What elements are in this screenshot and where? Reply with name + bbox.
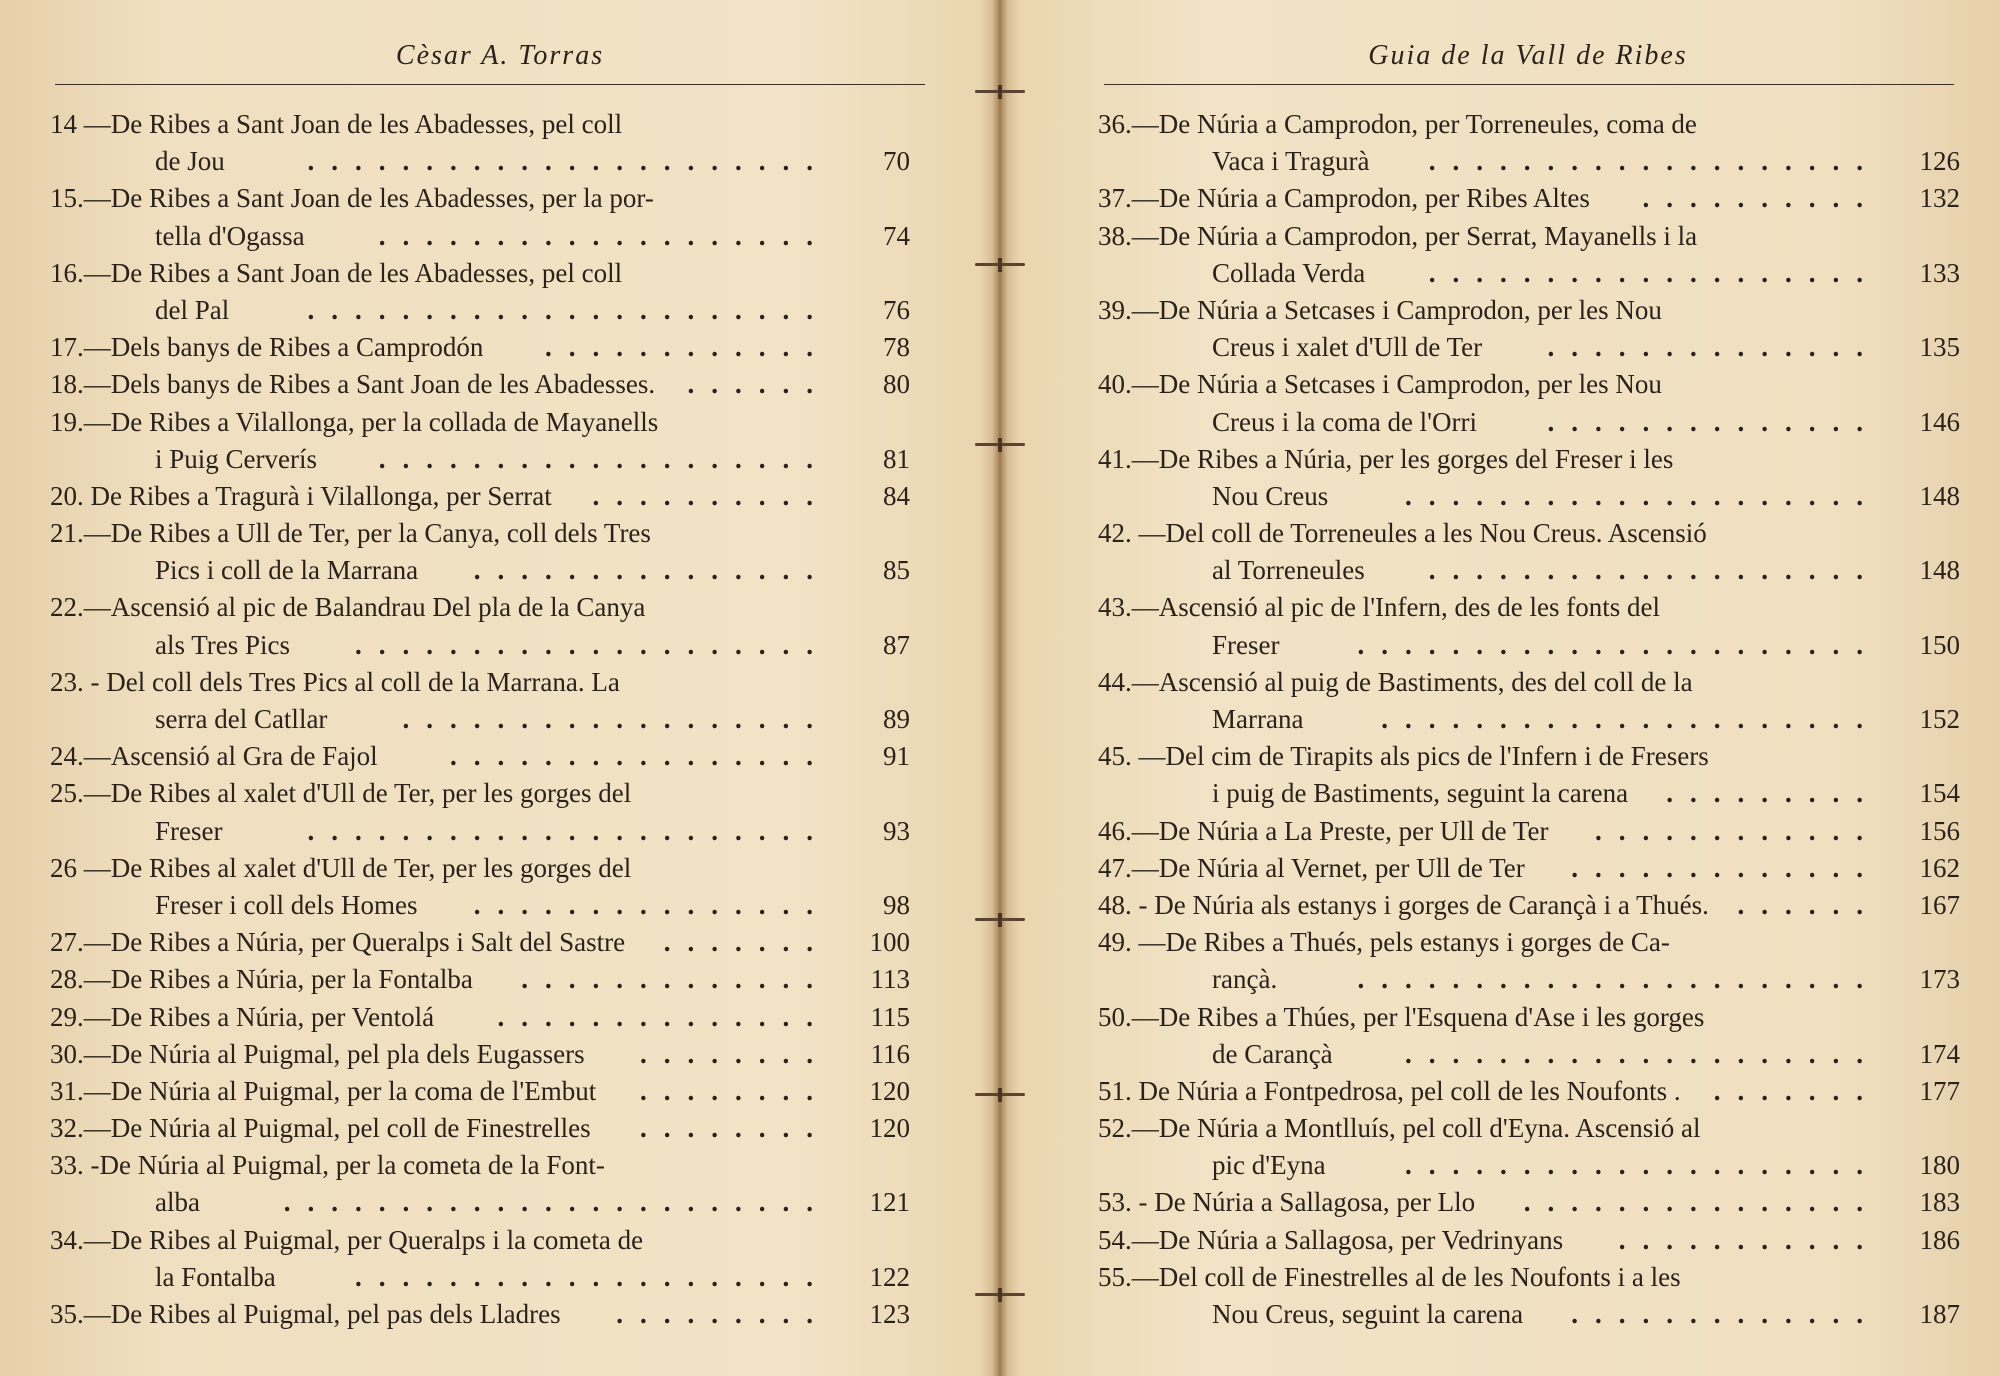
toc-entry-continuation-line — [1098, 1147, 1960, 1184]
toc-page-number: 98 — [883, 889, 910, 920]
toc-entry-title-line — [1098, 738, 1960, 775]
toc-entry-continuation-line — [1098, 961, 1960, 998]
toc-entry-continuation-line — [50, 441, 910, 478]
toc-entry-title-line — [50, 366, 910, 403]
toc-entry-text: 35.—De Ribes al Puigmal, pel pas dels Lladres — [50, 1299, 561, 1329]
toc-page-number: 186 — [1919, 1224, 1960, 1255]
toc-page-number: 180 — [1919, 1150, 1960, 1181]
toc-page-number: 148 — [1919, 555, 1960, 586]
toc-entry-text: serra del Catllar — [155, 704, 328, 734]
dot-leader: .............. — [1547, 406, 1880, 437]
dot-leader: ................... — [378, 220, 830, 251]
toc-entry — [50, 329, 910, 366]
dot-leader: .................. — [402, 704, 830, 734]
toc-entry-text: 28.—De Ribes a Núria, per la Fontalba — [50, 964, 473, 995]
toc-entry-text: tella d'Ogassa — [155, 220, 305, 251]
toc-entry-text: 39.—De Núria a Setcases i Camprodon, per les Nou — [1098, 294, 1662, 325]
toc-entry-text: alba — [155, 1187, 200, 1218]
toc-entry-text: 48. - De Núria als estanys i gorges de Carançà i a Thués. — [1098, 889, 1709, 920]
running-head-right: Guia de la Vall de Ribes — [1368, 40, 1688, 71]
dot-leader: ................... — [1428, 257, 1880, 288]
toc-entry-text: Nou Creus — [1212, 480, 1329, 511]
toc-entry — [50, 589, 910, 663]
header-rule-right — [1104, 84, 1954, 85]
dot-leader: ............... — [1523, 1187, 1880, 1218]
toc-page-number: 183 — [1919, 1187, 1960, 1218]
toc-entry-text: 36.—De Núria a Camprodon, per Torreneules, coma de — [1098, 109, 1697, 139]
toc-entry — [50, 478, 910, 515]
book-gutter — [992, 0, 1008, 1376]
toc-entry-title-line — [1098, 664, 1960, 701]
toc-entry — [50, 961, 910, 998]
toc-entry-title-line — [50, 255, 910, 292]
toc-entry-title-line — [1098, 292, 1960, 329]
toc-entry-text: pic d'Eyna — [1212, 1150, 1326, 1181]
toc-entry-text: la Fontalba — [155, 1261, 276, 1292]
toc-entry-text: i puig de Bastiments, seguint la carena — [1212, 778, 1629, 809]
toc-entry — [1098, 850, 1960, 887]
toc-entry — [50, 1222, 910, 1296]
dot-leader: ............... — [473, 555, 830, 586]
toc-entry-title-line — [50, 515, 910, 552]
toc-entry-title-line — [50, 180, 910, 217]
toc-page-number: 78 — [883, 332, 910, 363]
toc-entry — [1098, 813, 1960, 850]
toc-entry-title-line — [1098, 887, 1960, 924]
toc-entry-text: 46.—De Núria a La Preste, per Ull de Ter — [1098, 815, 1549, 846]
toc-entry-title-line — [1098, 366, 1960, 403]
toc-entry-text: 29.—De Ribes a Núria, per Ventolá — [50, 1001, 435, 1032]
dot-leader: ......... — [1666, 778, 1880, 809]
toc-entry-continuation-line — [50, 143, 910, 180]
toc-page-number: 173 — [1919, 964, 1960, 995]
dot-leader: ...................... — [307, 815, 830, 846]
toc-entry-text: Pics i coll de la Marrana — [155, 555, 419, 586]
toc-entry-continuation-line — [1098, 1296, 1960, 1333]
dot-leader: ............. — [1571, 1299, 1880, 1329]
toc-entry — [50, 1073, 910, 1110]
toc-entry-text: 31.—De Núria al Puigmal, per la coma de l'Embut — [50, 1075, 597, 1106]
toc-entry — [50, 850, 910, 924]
toc-entry — [1098, 1259, 1960, 1333]
toc-entry-title-line — [1098, 1222, 1960, 1259]
toc-entry — [50, 924, 910, 961]
toc-entry-continuation-line — [1098, 255, 1960, 292]
toc-entry-text: 38.—De Núria a Camprodon, per Serrat, Mayanells i la — [1098, 220, 1698, 251]
toc-entry-continuation-line — [50, 552, 910, 589]
toc-entry-text: de Carançà — [1212, 1038, 1333, 1069]
toc-page-number: 146 — [1919, 406, 1960, 437]
toc-entry — [1098, 292, 1960, 366]
toc-entry-text: Marrana — [1212, 704, 1304, 734]
toc-entry — [1098, 887, 1960, 924]
toc-entry-text: 47.—De Núria al Vernet, per Ull de Ter — [1098, 852, 1525, 883]
toc-page-number: 156 — [1919, 815, 1960, 846]
toc-entry — [1098, 589, 1960, 663]
toc-entry — [50, 1296, 910, 1333]
toc-entry-text: 49. —De Ribes a Thués, pels estanys i gorges de Ca- — [1098, 927, 1670, 958]
toc-page-number: 132 — [1919, 183, 1960, 214]
toc-entry — [50, 999, 910, 1036]
dot-leader: ............ — [1595, 815, 1880, 846]
toc-entry-text: 32.—De Núria al Puigmal, pel coll de Finestrelles — [50, 1113, 591, 1144]
toc-entry-title-line — [1098, 1110, 1960, 1147]
dot-leader: ................... — [378, 443, 830, 474]
toc-entry — [50, 255, 910, 329]
dot-leader: ...................... — [1357, 964, 1880, 995]
toc-entry-title-line — [1098, 589, 1960, 626]
header-rule-left — [55, 84, 925, 85]
toc-page-number: 174 — [1919, 1038, 1960, 1069]
dot-leader: .................... — [355, 1261, 830, 1292]
toc-entry — [1098, 664, 1960, 738]
toc-entry-continuation-line — [1098, 1036, 1960, 1073]
dot-leader: .................... — [1405, 1038, 1880, 1069]
dot-leader: .............. — [497, 1001, 830, 1032]
toc-entry-title-line — [1098, 924, 1960, 961]
toc-entry-title-line — [50, 1222, 910, 1259]
dot-leader: .............. — [1547, 332, 1880, 363]
toc-page-number: 81 — [883, 443, 910, 474]
toc-page-number: 120 — [869, 1113, 910, 1144]
toc-entry-text: 51. De Núria a Fontpedrosa, pel coll de les Noufonts . — [1098, 1075, 1681, 1106]
toc-entry-text: de Jou — [155, 146, 225, 177]
toc-entry-title-line — [1098, 1184, 1960, 1221]
toc-entry — [50, 180, 910, 254]
toc-entry — [50, 1147, 910, 1221]
toc-entry-continuation-line — [1098, 552, 1960, 589]
toc-entry-text: 15.—De Ribes a Sant Joan de les Abadesses, per la por- — [50, 183, 654, 214]
toc-page-number: 113 — [870, 964, 910, 995]
toc-entry-text: als Tres Pics — [155, 629, 291, 660]
toc-entry — [50, 1110, 910, 1147]
toc-entry-text: 42. —Del coll de Torreneules a les Nou Creus. Ascensió — [1098, 518, 1707, 549]
toc-list-left — [50, 106, 910, 1333]
toc-entry-title-line — [50, 329, 910, 366]
dot-leader: ..................... — [1381, 704, 1880, 734]
toc-entry-title-line — [1098, 999, 1960, 1036]
toc-page-number: 89 — [883, 704, 910, 734]
toc-entry — [1098, 999, 1960, 1073]
left-page — [0, 0, 992, 1376]
dot-leader: .................... — [355, 629, 830, 660]
dot-leader: ........... — [1618, 1224, 1880, 1255]
toc-entry-continuation-line — [1098, 404, 1960, 441]
toc-page-number: 167 — [1919, 889, 1960, 920]
toc-entry-text: 54.—De Núria a Sallagosa, per Vedrinyans — [1098, 1224, 1564, 1255]
toc-entry — [1098, 924, 1960, 998]
toc-page-number: 74 — [883, 220, 910, 251]
toc-page-number: 120 — [869, 1075, 910, 1106]
toc-entry-title-line — [50, 478, 910, 515]
toc-page-number: 76 — [883, 294, 910, 325]
toc-entry-text: al Torreneules — [1212, 555, 1365, 586]
toc-entry-text: i Puig Cerverís — [155, 443, 317, 474]
toc-entry-title-line — [50, 404, 910, 441]
toc-entry-title-line — [1098, 180, 1960, 217]
dot-leader: ................... — [1428, 146, 1880, 177]
toc-page-number: 148 — [1919, 480, 1960, 511]
toc-entry-text: Freser i coll dels Homes — [155, 889, 418, 920]
toc-entry — [50, 366, 910, 403]
toc-entry-text: 24.—Ascensió al Gra de Fajol — [50, 741, 378, 772]
toc-page-number: 187 — [1919, 1299, 1960, 1329]
toc-entry-text: 43.—Ascensió al pic de l'Infern, des de les fonts del — [1098, 592, 1660, 623]
dot-leader: ....... — [663, 927, 830, 958]
toc-entry — [50, 738, 910, 775]
toc-entry-text: 41.—De Ribes a Núria, per les gorges del Freser i les — [1098, 443, 1674, 474]
toc-entry-title-line — [50, 775, 910, 812]
toc-entry-text: 30.—De Núria al Puigmal, pel pla dels Eugassers — [50, 1038, 585, 1069]
toc-entry-continuation-line — [50, 1259, 910, 1296]
toc-page-number: 70 — [883, 146, 910, 177]
toc-entry-text: 14 —De Ribes a Sant Joan de les Abadesses, pel coll — [50, 109, 623, 139]
toc-entry-title-line — [50, 664, 910, 701]
dot-leader: ............ — [545, 332, 830, 363]
toc-entry — [1098, 738, 1960, 812]
running-head-left: Cèsar A. Torras — [395, 40, 605, 71]
toc-page-number: 100 — [869, 927, 910, 958]
toc-entry-text: Freser — [1212, 629, 1280, 660]
toc-entry-title-line — [50, 961, 910, 998]
toc-entry-text: 50.—De Ribes a Thúes, per l'Esquena d'Ase i les gorges — [1098, 1001, 1705, 1032]
toc-page-number: 150 — [1919, 629, 1960, 660]
toc-entry-continuation-line — [50, 887, 910, 924]
toc-entry-text: 23. - Del coll dels Tres Pics al coll de la Marrana. La — [50, 666, 620, 697]
toc-entry — [50, 515, 910, 589]
toc-entry-text: 40.—De Núria a Setcases i Camprodon, per les Nou — [1098, 369, 1662, 400]
toc-entry-continuation-line — [1098, 701, 1960, 738]
dot-leader: .......... — [1642, 183, 1880, 214]
toc-entry — [1098, 1073, 1960, 1110]
toc-entry-title-line — [1098, 218, 1960, 255]
toc-entry-title-line — [50, 1147, 910, 1184]
dot-leader: ................... — [1428, 555, 1880, 586]
toc-page-number: 135 — [1919, 332, 1960, 363]
toc-entry-text: Nou Creus, seguint la carena — [1212, 1299, 1524, 1329]
toc-entry-text: Freser — [155, 815, 223, 846]
toc-page-number: 162 — [1919, 852, 1960, 883]
dot-leader: .................... — [1405, 1150, 1880, 1181]
toc-entry — [1098, 218, 1960, 292]
toc-page-number: 121 — [869, 1187, 910, 1218]
toc-page-number: 91 — [883, 741, 910, 772]
toc-entry — [50, 664, 910, 738]
toc-page-number: 80 — [883, 369, 910, 400]
toc-entry-text: 52.—De Núria a Montlluís, pel coll d'Eyna. Ascensió al — [1098, 1113, 1701, 1144]
toc-entry-title-line — [1098, 441, 1960, 478]
toc-entry — [1098, 515, 1960, 589]
toc-page-number: 133 — [1919, 257, 1960, 288]
toc-entry-title-line — [1098, 1259, 1960, 1296]
toc-entry-text: 17.—Dels banys de Ribes a Camprodón — [50, 332, 484, 363]
dot-leader: ....... — [1713, 1075, 1880, 1106]
dot-leader: ...... — [1737, 889, 1880, 920]
dot-leader: ........ — [640, 1113, 830, 1144]
dot-leader: .......... — [592, 480, 830, 511]
toc-entry-continuation-line — [50, 1184, 910, 1221]
toc-entry-continuation-line — [1098, 627, 1960, 664]
toc-entry-text: 44.—Ascensió al puig de Bastiments, des del coll de la — [1098, 666, 1693, 697]
dot-leader: ............... — [473, 889, 830, 920]
dot-leader: ...................... — [307, 294, 830, 325]
dot-leader: ......... — [616, 1299, 830, 1329]
toc-entry — [1098, 1222, 1960, 1259]
toc-entry-continuation-line — [50, 813, 910, 850]
dot-leader: ............. — [521, 964, 830, 995]
toc-entry-text: 33. -De Núria al Puigmal, per la cometa de la Font- — [50, 1150, 605, 1181]
toc-entry-text: 55.—Del coll de Finestrelles al de les Noufonts i a les — [1098, 1261, 1681, 1292]
toc-entry-text: 22.—Ascensió al pic de Balandrau Del pla de la Canya — [50, 592, 646, 623]
toc-entry-text: Creus i xalet d'Ull de Ter — [1212, 332, 1483, 363]
toc-entry-title-line — [50, 1073, 910, 1110]
dot-leader: ....................... — [283, 1187, 830, 1218]
toc-entry-continuation-line — [50, 218, 910, 255]
toc-entry-text: 37.—De Núria a Camprodon, per Ribes Altes — [1098, 183, 1590, 214]
toc-entry-title-line — [1098, 850, 1960, 887]
toc-page-number: 122 — [869, 1261, 910, 1292]
toc-entry-text: rançà. — [1212, 964, 1278, 995]
toc-entry-continuation-line — [50, 627, 910, 664]
toc-entry-text: 18.—Dels banys de Ribes a Sant Joan de les Abadesses. — [50, 369, 656, 400]
toc-page-number: 115 — [870, 1001, 910, 1032]
toc-entry-text: 19.—De Ribes a Vilallonga, per la collada de Mayanells — [50, 406, 659, 437]
toc-entry-text: 20. De Ribes a Tragurà i Vilallonga, per Serrat — [50, 480, 552, 511]
dot-leader: ................ — [450, 741, 830, 772]
toc-entry-title-line — [50, 850, 910, 887]
toc-entry-title-line — [1098, 515, 1960, 552]
toc-entry-title-line — [50, 1036, 910, 1073]
toc-entry-text: 16.—De Ribes a Sant Joan de les Abadesses, pel coll — [50, 257, 623, 288]
toc-entry — [50, 404, 910, 478]
toc-entry-title-line — [50, 999, 910, 1036]
toc-page-number: 84 — [883, 480, 910, 511]
toc-page-number: 177 — [1919, 1075, 1960, 1106]
toc-page-number: 116 — [870, 1038, 910, 1069]
toc-entry-text: del Pal — [155, 294, 230, 325]
toc-entry-continuation-line — [1098, 143, 1960, 180]
dot-leader: ...... — [687, 369, 830, 400]
toc-entry — [50, 775, 910, 849]
toc-entry-continuation-line — [1098, 775, 1960, 812]
toc-entry-text: 34.—De Ribes al Puigmal, per Queralps i la cometa de — [50, 1224, 644, 1255]
toc-page-number: 154 — [1919, 778, 1960, 809]
toc-entry-title-line — [50, 924, 910, 961]
toc-entry-continuation-line — [50, 292, 910, 329]
toc-entry-text: Creus i la coma de l'Orri — [1212, 406, 1478, 437]
dot-leader: ........ — [640, 1075, 830, 1106]
dot-leader: ............. — [1571, 852, 1880, 883]
toc-page-number: 93 — [883, 815, 910, 846]
toc-entry — [50, 106, 910, 180]
toc-page-number: 152 — [1919, 704, 1960, 734]
toc-list-right — [1098, 106, 1960, 1333]
toc-entry-text: 27.—De Ribes a Núria, per Queralps i Salt del Sastre — [50, 927, 626, 958]
toc-entry-title-line — [1098, 1073, 1960, 1110]
toc-entry-text: Collada Verda — [1212, 257, 1366, 288]
toc-entry — [1098, 106, 1960, 180]
toc-page-number: 87 — [883, 629, 910, 660]
toc-entry-title-line — [50, 1296, 910, 1333]
toc-entry-title-line — [50, 1110, 910, 1147]
toc-entry — [1098, 441, 1960, 515]
toc-entry — [1098, 1110, 1960, 1184]
toc-entry — [1098, 1184, 1960, 1221]
toc-page-number: 123 — [869, 1299, 910, 1329]
toc-entry — [50, 1036, 910, 1073]
toc-entry-title-line — [1098, 106, 1960, 143]
toc-entry-title-line — [1098, 813, 1960, 850]
toc-page-number: 85 — [883, 555, 910, 586]
toc-entry-continuation-line — [1098, 329, 1960, 366]
toc-entry-text: 45. —Del cim de Tirapits als pics de l'Infern i de Fresers — [1098, 741, 1709, 772]
dot-leader: ...................... — [307, 146, 830, 177]
toc-entry-continuation-line — [50, 701, 910, 738]
toc-entry-title-line — [50, 106, 910, 143]
right-page — [1008, 0, 2000, 1376]
dot-leader: ........ — [640, 1038, 830, 1069]
toc-entry-text: 25.—De Ribes al xalet d'Ull de Ter, per les gorges del — [50, 778, 632, 809]
toc-entry-text: 26 —De Ribes al xalet d'Ull de Ter, per les gorges del — [50, 852, 632, 883]
toc-entry-text: 21.—De Ribes a Ull de Ter, per la Canya, coll dels Tres — [50, 518, 651, 549]
toc-entry-continuation-line — [1098, 478, 1960, 515]
toc-page-number: 126 — [1919, 146, 1960, 177]
dot-leader: .................... — [1405, 480, 1880, 511]
toc-entry — [1098, 180, 1960, 217]
toc-entry-title-line — [50, 589, 910, 626]
toc-entry-title-line — [50, 738, 910, 775]
toc-entry — [1098, 366, 1960, 440]
toc-entry-text: 53. - De Núria a Sallagosa, per Llo — [1098, 1187, 1476, 1218]
dot-leader: ...................... — [1357, 629, 1880, 660]
toc-entry-text: Vaca i Tragurà — [1212, 146, 1370, 177]
